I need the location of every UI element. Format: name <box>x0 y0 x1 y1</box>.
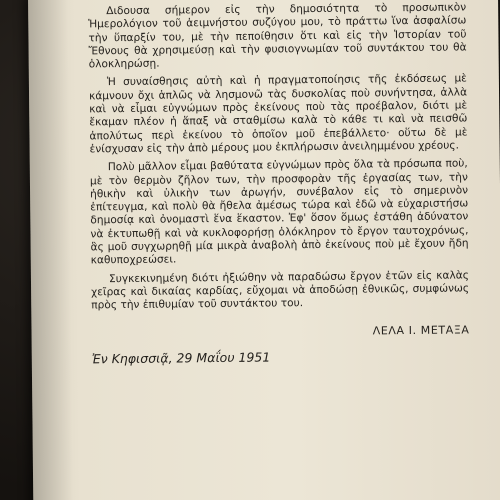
paragraph-4: Συγκεκινημένη διότι ἠξιώθην νὰ παραδώσω ἔργον ἐτῶν εἰς καλὰς χεῖρας καὶ δικαίας καρδίας, εὔχομαι νὰ ἀποδώσῃ ἐθνικῶς, συμφώνως πρὸς τὴν ἐπιθυμίαν τοῦ συντάκτου του. <box>91 269 470 312</box>
book-page <box>28 0 500 500</box>
paragraph-3: Πολὺ μᾶλλον εἶμαι βαθύτατα εὐγνώμων πρὸς ὅλα τὰ πρόσωπα ποὺ, μὲ τὸν θερμὸν ζῆλον των, τὴν προσφορὰν τῆς ἐργασίας των, τὴν ἠθικὴν καὶ ὑλικὴν των ἀρωγήν, συνέβαλον εἰς τὸ σημερινὸν ἐπίτευγμα, καὶ πολὺ θὰ ἤθελα ἀμέσως τώρα καὶ ἐδῶ νὰ εὐχαριστήσω δημοσίᾳ καὶ ὀνομαστὶ ἕνα ἕκαστον. Ἐφ' ὅσον ὅμως ἐστάθη ἀδύνατον νὰ ἐκτυπωθῇ καὶ νὰ κυκλοφορήσῃ ὁλόκληρον τὸ ἔργον ταυτοχρόνως, ἂς μοῦ συγχωρηθῇ μία μικρὰ ἀναβολὴ ἀπὸ ἐκείνους ποὺ μὲ ἔχουν ἤδη καθυποχρεώσει. <box>89 157 469 267</box>
paragraph-2: Ἡ συναίσθησις αὐτὴ καὶ ἡ πραγματοποίησις τῆς ἐκδόσεως μὲ κάμνουν ὄχι ἁπλῶς νὰ λησμονῶ τὰς δυσκολίας ποὺ συνήντησα, ἀλλὰ καὶ νὰ εἶμαι εὐγνώμων πρὸς ἐκείνους ποὺ τὰς προέβαλον, διότι μὲ ἔκαμαν πλέον ἡ ἅπαξ νὰ σταθμίσω καλὰ τὸ κάθε τι καὶ νὰ πεισθῶ ἀπολύτως περὶ ἐκείνου τὸ ὁποῖον μοῦ ἐπεβάλλετο· οὕτω δὲ μὲ ἐνίσχυσαν εἰς τὴν ἀπὸ μέρους μου ἐκπλήρωσιν ἀνειλημμένου χρέους. <box>88 72 468 156</box>
gutter-shadow <box>28 0 73 500</box>
page-text-block <box>88 1 470 365</box>
author-signature: ΛΕΛΑ Ι. ΜΕΤΑΞΑ <box>372 322 470 337</box>
paragraph-1: Διδουσα σήμερον εἰς τὴν δημοσιότητα τὸ προσωπικὸν Ἡμερολόγιον τοῦ ἀειμνήστου συζύγου μου, τὸ πράττω ἵνα ἀσφαλίσω τὴν ὕπαρξίν του, μὲ τὴν πεποίθησιν ὅτι καὶ εἰς τὴν Ἱστορίαν τοῦ Ἔθνους θὰ χρησιμεύσῃ καὶ τὴν φυσιογνωμίαν τοῦ συντάκτου του θὰ ὁλοκληρώσῃ. <box>88 1 467 71</box>
place-and-date: Ἐν Κηφισσιᾷ, 29 Μαΐου 1951 <box>91 349 271 367</box>
